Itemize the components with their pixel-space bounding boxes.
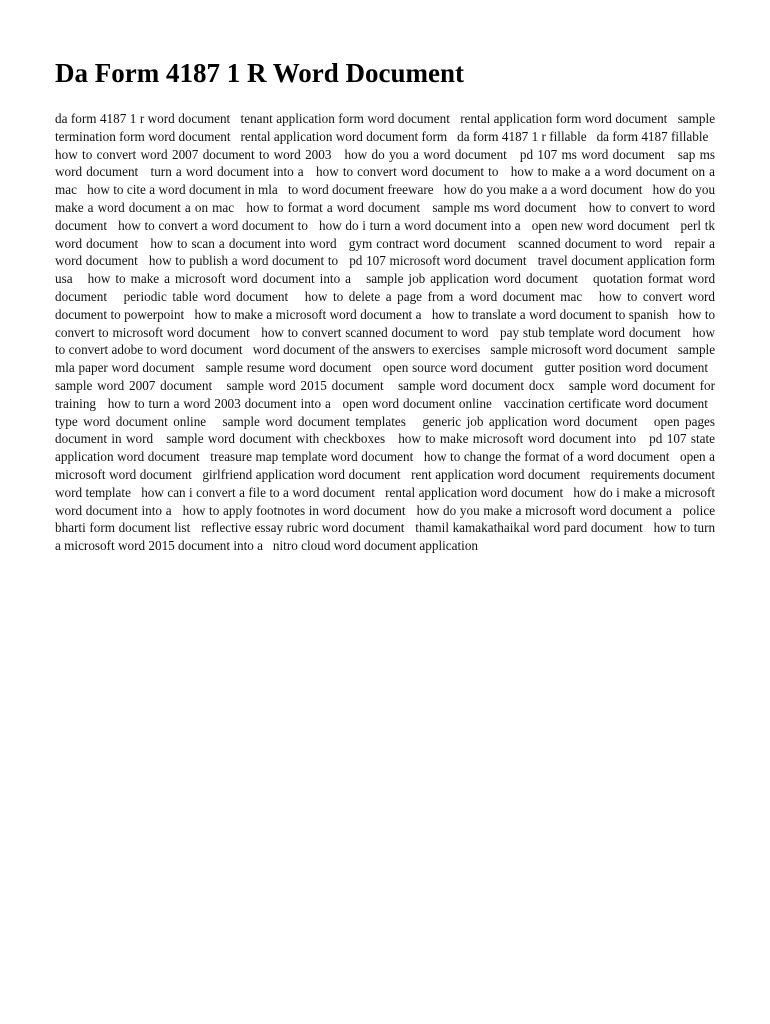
keyword-phrase: open pages document in word [55, 413, 716, 447]
keyword-phrase: sample mla paper word document [55, 342, 716, 376]
keyword-phrase: how to convert word 2007 document to word 2003 [55, 146, 332, 162]
keyword-phrase: open word document online [342, 395, 492, 411]
keyword-phrase: how do you make a microsoft word document a [416, 502, 672, 518]
keyword-phrase: rental application word document [385, 484, 564, 500]
keyword-phrase: open new word document [531, 217, 670, 233]
keyword-phrase: how do i turn a word document into a [319, 217, 521, 233]
keyword-phrase: quotation format word document [55, 271, 716, 304]
keyword-phrase: pd 107 state application word document [55, 431, 716, 465]
keyword-phrase: rent application word document [411, 466, 580, 482]
keyword-phrase: nitro cloud word document application [272, 538, 479, 554]
keyword-phrase: police bharti form document list [55, 502, 716, 536]
keyword-phrase: da form 4187 fillable [596, 128, 709, 144]
keyword-phrase: open a microsoft word document [55, 449, 716, 482]
keyword-phrase: sample resume word document [205, 360, 372, 376]
keyword-phrase: da form 4187 1 r fillable [457, 128, 587, 144]
keyword-paragraph [55, 110, 715, 555]
keyword-phrase: how to make a a word document on a mac [55, 164, 715, 198]
keyword-phrase: turn a word document into a [150, 164, 304, 180]
page-title: Da Form 4187 1 R Word Document [55, 58, 464, 88]
keyword-phrase: how to convert adobe to word document [55, 324, 716, 358]
keyword-phrase: how to format a word document [246, 199, 420, 215]
keyword-phrase: how to convert word document to [316, 164, 499, 180]
keyword-phrase: rental application word document form [240, 128, 448, 144]
keyword-phrase: periodic table word document [123, 288, 289, 304]
keyword-phrase: how to delete a page from a word document mac [304, 288, 583, 304]
keyword-phrase: how do you a word document [344, 146, 507, 162]
keyword-phrase: how to convert scanned document to word [261, 324, 489, 340]
keyword-phrase: sample word document with checkboxes [166, 431, 386, 447]
keyword-phrase: reflective essay rubric word document [201, 520, 405, 536]
keyword-phrase: how to convert word document to powerpoint [55, 288, 716, 322]
keyword-phrase: how can i convert a file to a word document [141, 484, 375, 500]
keyword-phrase: how to convert to microsoft word document [55, 306, 716, 340]
keyword-phrase: how to convert a word document to [118, 217, 308, 233]
keyword-phrase: how to turn a word 2003 document into a [107, 395, 331, 411]
keyword-phrase: type word document online [55, 413, 207, 429]
keyword-phrase: requirements document word template [55, 466, 716, 500]
keyword-phrase: word document of the answers to exercises [252, 342, 481, 358]
keyword-phrase: how to publish a word document to [148, 253, 339, 269]
keyword-phrase: generic job application word document [422, 413, 638, 429]
keyword-phrase: how to apply footnotes in word document [182, 502, 406, 518]
keyword-phrase: sample word 2015 document [226, 377, 384, 393]
keyword-phrase: gutter position word document [544, 360, 708, 376]
keyword-phrase: how to turn a microsoft word 2015 document into a [55, 520, 716, 554]
keyword-phrase: sample word document for training [55, 377, 715, 411]
keyword-phrase: how do i make a microsoft word document into a [55, 484, 715, 518]
keyword-phrase: sample word document templates [222, 413, 406, 429]
keyword-phrase: pd 107 microsoft word document [349, 253, 527, 269]
keyword-phrase: how to scan a document into word [150, 235, 337, 251]
keyword-phrase: treasure map template word document [210, 449, 414, 465]
keyword-phrase: thamil kamakathaikal word pard document [415, 520, 643, 536]
keyword-phrase: sample termination form word document [55, 111, 716, 144]
keyword-phrase: how to make a microsoft word document a [194, 306, 422, 322]
keyword-phrase: da form 4187 1 r word document [55, 111, 231, 126]
keyword-phrase: pd 107 ms word document [519, 146, 665, 162]
keyword-phrase: how to make microsoft word document into [398, 431, 637, 447]
keyword-phrase: tenant application form word document [240, 111, 450, 126]
keyword-phrase: girlfriend application word document [202, 466, 401, 482]
keyword-phrase: how to convert to word document [55, 199, 716, 233]
keyword-phrase: how to change the format of a word document [423, 449, 670, 465]
keyword-phrase: sample word document docx [398, 377, 555, 393]
keyword-phrase: scanned document to word [518, 235, 663, 251]
keyword-phrase: travel document application form usa [55, 253, 716, 287]
keyword-phrase: to word document freeware [287, 182, 434, 198]
keyword-phrase: gym contract word document [348, 235, 506, 251]
keyword-phrase: vaccination certificate word document [503, 395, 708, 411]
keyword-phrase: open source word document [382, 360, 534, 376]
keyword-phrase: sap ms word document [55, 146, 716, 180]
keyword-phrase: rental application form word document [460, 111, 668, 126]
keyword-phrase: sample word 2007 document [55, 377, 213, 393]
keyword-phrase: repair a word document [55, 235, 716, 269]
keyword-phrase: sample ms word document [432, 199, 577, 215]
keyword-phrase: sample microsoft word document [490, 342, 668, 358]
keyword-phrase: sample job application word document [366, 271, 578, 287]
keyword-phrase: how to make a microsoft word document into a [87, 271, 352, 287]
keyword-phrase: perl tk word document [55, 217, 715, 251]
keyword-phrase: how to cite a word document in mla [87, 182, 278, 198]
keyword-phrase: how do you make a word document a on mac [55, 182, 716, 215]
keyword-phrase: how to translate a word document to spanish [431, 306, 669, 322]
keyword-phrase: how do you make a a word document [443, 182, 643, 198]
keyword-phrase: pay stub template word document [500, 324, 681, 340]
